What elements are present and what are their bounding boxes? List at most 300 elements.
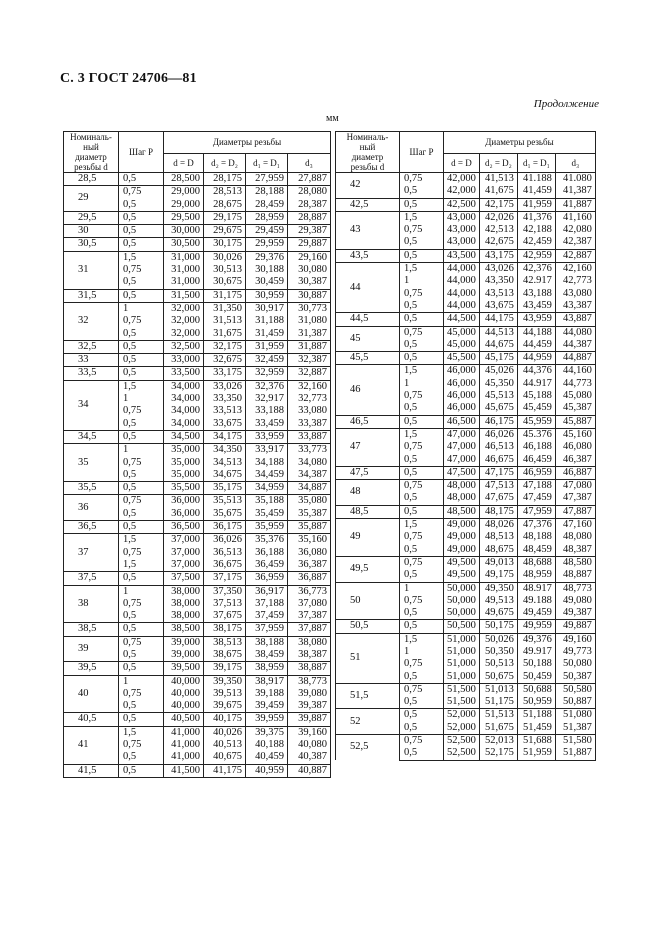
step-cell: 0,75 bbox=[119, 547, 164, 559]
d-cell: 37,000 bbox=[164, 559, 204, 572]
d-cell: 34,000 bbox=[164, 418, 204, 431]
d1-cell: 47,376 bbox=[517, 519, 555, 532]
step-cell: 0,75 bbox=[400, 390, 444, 402]
d3-cell: 28,887 bbox=[288, 211, 331, 224]
d-cell: 35,500 bbox=[164, 482, 204, 495]
d2-cell: 40,675 bbox=[204, 751, 246, 764]
d1-cell: 51,959 bbox=[517, 747, 555, 760]
d3-cell: 29,387 bbox=[288, 225, 331, 238]
d3-cell: 39,387 bbox=[288, 700, 331, 713]
d2-cell: 48,513 bbox=[479, 531, 517, 543]
table-row bbox=[336, 313, 596, 326]
table-row bbox=[64, 675, 331, 688]
d2-cell: 40,513 bbox=[204, 739, 246, 751]
d3-cell: 30,887 bbox=[288, 289, 331, 302]
d2-cell: 31,513 bbox=[204, 315, 246, 327]
step-cell: 1 bbox=[400, 582, 444, 595]
d3-cell: 44,387 bbox=[555, 339, 595, 352]
d2-cell: 50,026 bbox=[479, 633, 517, 646]
table-row bbox=[336, 480, 596, 493]
d2-cell: 33,675 bbox=[204, 418, 246, 431]
d2-cell: 39,350 bbox=[204, 675, 246, 688]
d3-cell: 39,080 bbox=[288, 688, 331, 700]
d3-cell: 36,773 bbox=[288, 585, 331, 598]
d-cell: 41,500 bbox=[164, 764, 204, 777]
d2-cell: 32,675 bbox=[204, 354, 246, 367]
header-diameters: Диаметры резьбы bbox=[164, 132, 331, 154]
d3-cell: 38,887 bbox=[288, 662, 331, 675]
d1-cell: 32,917 bbox=[246, 393, 288, 405]
d3-cell: 49,773 bbox=[555, 646, 595, 658]
nominal-cell: 38 bbox=[64, 585, 119, 623]
d1-cell: 50,459 bbox=[517, 671, 555, 684]
d2-cell: 36,513 bbox=[204, 547, 246, 559]
d2-cell: 31,175 bbox=[204, 289, 246, 302]
step-cell: 0,5 bbox=[400, 185, 444, 198]
d-cell: 33,000 bbox=[164, 354, 204, 367]
d1-cell: 37,188 bbox=[246, 598, 288, 610]
table-row bbox=[336, 352, 596, 365]
d-cell: 51,500 bbox=[444, 683, 480, 696]
d1-cell: 29,959 bbox=[246, 238, 288, 251]
d2-cell: 50,350 bbox=[479, 646, 517, 658]
d2-cell: 37,513 bbox=[204, 598, 246, 610]
d-cell: 47,000 bbox=[444, 428, 480, 441]
nominal-cell: 42,5 bbox=[336, 198, 400, 211]
d3-cell: 40,387 bbox=[288, 751, 331, 764]
d1-cell: 39,459 bbox=[246, 700, 288, 713]
table-row bbox=[64, 186, 331, 199]
step-cell: 1,5 bbox=[400, 263, 444, 276]
d3-cell: 42,160 bbox=[555, 263, 595, 276]
d-cell: 45,000 bbox=[444, 339, 480, 352]
d1-cell: 41.188 bbox=[517, 173, 555, 186]
step-cell: 1 bbox=[400, 378, 444, 390]
d1-cell: 30,459 bbox=[246, 276, 288, 289]
d1-cell: 37,959 bbox=[246, 623, 288, 636]
table-row bbox=[64, 444, 331, 457]
d1-cell: 31,188 bbox=[246, 315, 288, 327]
table-row bbox=[336, 211, 596, 224]
d-cell: 51,000 bbox=[444, 671, 480, 684]
d3-cell: 43,887 bbox=[555, 313, 595, 326]
nominal-cell: 41,5 bbox=[64, 764, 119, 777]
d2-cell: 38,513 bbox=[204, 636, 246, 649]
d1-cell: 39,959 bbox=[246, 713, 288, 726]
step-cell: 0,75 bbox=[119, 598, 164, 610]
d-cell: 30,500 bbox=[164, 238, 204, 251]
d3-cell: 51,887 bbox=[555, 747, 595, 760]
nominal-cell: 36,5 bbox=[64, 521, 119, 534]
d1-cell: 36,459 bbox=[246, 559, 288, 572]
d-cell: 50,000 bbox=[444, 582, 480, 595]
header-d1: d₁ = D₁ bbox=[517, 153, 555, 172]
d-cell: 49,500 bbox=[444, 569, 480, 582]
nominal-cell: 34 bbox=[64, 380, 119, 430]
step-cell: 0,75 bbox=[400, 441, 444, 453]
step-cell: 0,5 bbox=[119, 340, 164, 353]
table-row bbox=[336, 365, 596, 378]
nominal-cell: 33 bbox=[64, 354, 119, 367]
d3-cell: 47,887 bbox=[555, 505, 595, 518]
nominal-cell: 32,5 bbox=[64, 340, 119, 353]
d2-cell: 44,175 bbox=[479, 313, 517, 326]
d2-cell: 29,175 bbox=[204, 211, 246, 224]
d1-cell: 29,376 bbox=[246, 251, 288, 264]
step-cell: 0,75 bbox=[119, 636, 164, 649]
header-step: Шаг P bbox=[400, 132, 444, 173]
d-cell: 41,000 bbox=[164, 739, 204, 751]
step-cell: 1,5 bbox=[400, 428, 444, 441]
step-cell: 0,75 bbox=[119, 315, 164, 327]
d3-cell: 40,887 bbox=[288, 764, 331, 777]
nominal-cell: 50,5 bbox=[336, 620, 400, 633]
d2-cell: 50,675 bbox=[479, 671, 517, 684]
step-cell: 0,5 bbox=[119, 354, 164, 367]
d1-cell: 32,959 bbox=[246, 367, 288, 380]
d3-cell: 27,887 bbox=[288, 173, 331, 186]
nominal-cell: 40 bbox=[64, 675, 119, 713]
d1-cell: 48,459 bbox=[517, 544, 555, 557]
d-cell: 30,000 bbox=[164, 225, 204, 238]
d-cell: 38,500 bbox=[164, 623, 204, 636]
table-row bbox=[64, 495, 331, 508]
step-cell: 0,75 bbox=[400, 556, 444, 569]
step-cell: 0,75 bbox=[400, 735, 444, 748]
d3-cell: 44,887 bbox=[555, 352, 595, 365]
nominal-cell: 51 bbox=[336, 633, 400, 683]
step-cell: 0,5 bbox=[400, 415, 444, 428]
d2-cell: 50,513 bbox=[479, 658, 517, 670]
d-cell: 44,000 bbox=[444, 275, 480, 287]
d3-cell: 30,080 bbox=[288, 264, 331, 276]
d2-cell: 41,513 bbox=[479, 173, 517, 186]
step-cell: 0,5 bbox=[400, 249, 444, 262]
nominal-cell: 45,5 bbox=[336, 352, 400, 365]
d-cell: 37,500 bbox=[164, 572, 204, 585]
step-cell: 0,5 bbox=[400, 722, 444, 735]
d2-cell: 45,026 bbox=[479, 365, 517, 378]
d2-cell: 46,026 bbox=[479, 428, 517, 441]
nominal-cell: 39 bbox=[64, 636, 119, 662]
table-row bbox=[336, 173, 596, 186]
nominal-cell: 36 bbox=[64, 495, 119, 521]
d3-cell: 44,160 bbox=[555, 365, 595, 378]
d-cell: 52,500 bbox=[444, 747, 480, 760]
d2-cell: 30,513 bbox=[204, 264, 246, 276]
d1-cell: 41,959 bbox=[517, 198, 555, 211]
d2-cell: 51,013 bbox=[479, 683, 517, 696]
step-cell: 0,5 bbox=[400, 747, 444, 760]
d2-cell: 52,175 bbox=[479, 747, 517, 760]
d3-cell: 48,887 bbox=[555, 569, 595, 582]
step-cell: 0,5 bbox=[400, 339, 444, 352]
step-cell: 1 bbox=[119, 393, 164, 405]
d1-cell: 44,959 bbox=[517, 352, 555, 365]
step-cell: 0,5 bbox=[400, 544, 444, 557]
step-cell: 0,5 bbox=[400, 454, 444, 467]
table-row bbox=[336, 519, 596, 532]
d3-cell: 51,080 bbox=[555, 709, 595, 722]
nominal-cell: 52 bbox=[336, 709, 400, 735]
d2-cell: 30,175 bbox=[204, 238, 246, 251]
d2-cell: 31,675 bbox=[204, 328, 246, 341]
d2-cell: 31,350 bbox=[204, 302, 246, 315]
nominal-cell: 33,5 bbox=[64, 367, 119, 380]
d1-cell: 49.917 bbox=[517, 646, 555, 658]
d2-cell: 42,175 bbox=[479, 198, 517, 211]
d1-cell: 46,459 bbox=[517, 454, 555, 467]
d1-cell: 38,459 bbox=[246, 649, 288, 662]
nominal-cell: 28,5 bbox=[64, 173, 119, 186]
step-cell: 0,75 bbox=[119, 457, 164, 469]
d1-cell: 42,376 bbox=[517, 263, 555, 276]
d2-cell: 42,026 bbox=[479, 211, 517, 224]
d2-cell: 47,175 bbox=[479, 466, 517, 479]
d2-cell: 42,513 bbox=[479, 224, 517, 236]
d3-cell: 34,887 bbox=[288, 482, 331, 495]
thread-table-right bbox=[335, 131, 596, 761]
d-cell: 42,500 bbox=[444, 198, 480, 211]
d-cell: 37,000 bbox=[164, 534, 204, 547]
d1-cell: 43,959 bbox=[517, 313, 555, 326]
d1-cell: 50,959 bbox=[517, 696, 555, 709]
d2-cell: 39,513 bbox=[204, 688, 246, 700]
continuation-label: Продолжение bbox=[533, 98, 599, 110]
step-cell: 0,75 bbox=[400, 326, 444, 339]
d-cell: 43,000 bbox=[444, 236, 480, 249]
d1-cell: 38,188 bbox=[246, 636, 288, 649]
d-cell: 35,000 bbox=[164, 457, 204, 469]
table-row bbox=[64, 585, 331, 598]
d3-cell: 32,773 bbox=[288, 393, 331, 405]
d1-cell: 32,459 bbox=[246, 354, 288, 367]
d3-cell: 47,387 bbox=[555, 492, 595, 505]
d1-cell: 28,459 bbox=[246, 199, 288, 212]
table-row bbox=[64, 354, 331, 367]
d-cell: 44,000 bbox=[444, 263, 480, 276]
d-cell: 49,000 bbox=[444, 531, 480, 543]
step-cell: 0,5 bbox=[119, 751, 164, 764]
d-cell: 38,000 bbox=[164, 585, 204, 598]
table-row bbox=[336, 556, 596, 569]
step-cell: 0,75 bbox=[400, 173, 444, 186]
d2-cell: 30,675 bbox=[204, 276, 246, 289]
d3-cell: 36,887 bbox=[288, 572, 331, 585]
nominal-cell: 29 bbox=[64, 186, 119, 212]
table-row bbox=[336, 428, 596, 441]
d-cell: 39,000 bbox=[164, 649, 204, 662]
d1-cell: 44.917 bbox=[517, 378, 555, 390]
d2-cell: 45,350 bbox=[479, 378, 517, 390]
table-row bbox=[336, 735, 596, 748]
d-cell: 40,000 bbox=[164, 700, 204, 713]
d3-cell: 49,080 bbox=[555, 595, 595, 607]
d3-cell: 44,773 bbox=[555, 378, 595, 390]
step-cell: 0,5 bbox=[400, 466, 444, 479]
d2-cell: 34,350 bbox=[204, 444, 246, 457]
step-cell: 0,5 bbox=[119, 572, 164, 585]
d1-cell: 38,959 bbox=[246, 662, 288, 675]
table-row bbox=[64, 380, 331, 393]
d3-cell: 46,387 bbox=[555, 454, 595, 467]
d-cell: 31,000 bbox=[164, 276, 204, 289]
d2-cell: 36,175 bbox=[204, 521, 246, 534]
table-row bbox=[64, 726, 331, 739]
d2-cell: 38,175 bbox=[204, 623, 246, 636]
d2-cell: 37,675 bbox=[204, 610, 246, 623]
d1-cell: 33,959 bbox=[246, 430, 288, 443]
d3-cell: 51,580 bbox=[555, 735, 595, 748]
step-cell: 1,5 bbox=[119, 534, 164, 547]
d3-cell: 36,080 bbox=[288, 547, 331, 559]
d-cell: 42,000 bbox=[444, 185, 480, 198]
step-cell: 0,5 bbox=[400, 402, 444, 415]
d1-cell: 45,959 bbox=[517, 415, 555, 428]
table-row bbox=[336, 198, 596, 211]
step-cell: 0,5 bbox=[119, 662, 164, 675]
d1-cell: 38,917 bbox=[246, 675, 288, 688]
step-cell: 0,5 bbox=[119, 508, 164, 521]
step-cell: 1,5 bbox=[119, 380, 164, 393]
header-nominal: Номиналь- ный диаметр резьбы d bbox=[336, 132, 400, 173]
nominal-cell: 34,5 bbox=[64, 430, 119, 443]
d2-cell: 43,350 bbox=[479, 275, 517, 287]
d3-cell: 41,387 bbox=[555, 185, 595, 198]
table-row bbox=[336, 466, 596, 479]
d1-cell: 43,459 bbox=[517, 300, 555, 313]
d-cell: 41,000 bbox=[164, 751, 204, 764]
d1-cell: 42.917 bbox=[517, 275, 555, 287]
d-cell: 52,000 bbox=[444, 722, 480, 735]
d1-cell: 35,459 bbox=[246, 508, 288, 521]
d3-cell: 48,773 bbox=[555, 582, 595, 595]
d1-cell: 35,188 bbox=[246, 495, 288, 508]
d3-cell: 32,387 bbox=[288, 354, 331, 367]
d3-cell: 38,080 bbox=[288, 636, 331, 649]
d1-cell: 45.376 bbox=[517, 428, 555, 441]
d-cell: 28,500 bbox=[164, 173, 204, 186]
d1-cell: 30,917 bbox=[246, 302, 288, 315]
d1-cell: 33,459 bbox=[246, 418, 288, 431]
d2-cell: 36,026 bbox=[204, 534, 246, 547]
d-cell: 43,500 bbox=[444, 249, 480, 262]
step-cell: 0,75 bbox=[400, 658, 444, 670]
d-cell: 34,000 bbox=[164, 405, 204, 417]
d2-cell: 38,675 bbox=[204, 649, 246, 662]
step-cell: 0,5 bbox=[119, 173, 164, 186]
d1-cell: 31,959 bbox=[246, 340, 288, 353]
nominal-cell: 37 bbox=[64, 534, 119, 572]
d2-cell: 48,675 bbox=[479, 544, 517, 557]
d-cell: 39,500 bbox=[164, 662, 204, 675]
page-header: С. 3 ГОСТ 24706—81 bbox=[60, 71, 197, 86]
step-cell: 1 bbox=[119, 675, 164, 688]
d1-cell: 40,188 bbox=[246, 739, 288, 751]
d2-cell: 41,175 bbox=[204, 764, 246, 777]
d-cell: 29,500 bbox=[164, 211, 204, 224]
d3-cell: 32,160 bbox=[288, 380, 331, 393]
d1-cell: 30,959 bbox=[246, 289, 288, 302]
d1-cell: 41,376 bbox=[517, 211, 555, 224]
d-cell: 44,000 bbox=[444, 288, 480, 300]
step-cell: 0,5 bbox=[119, 764, 164, 777]
table-row bbox=[336, 582, 596, 595]
d1-cell: 46,959 bbox=[517, 466, 555, 479]
d-cell: 50,500 bbox=[444, 620, 480, 633]
d1-cell: 34,188 bbox=[246, 457, 288, 469]
step-cell: 0,5 bbox=[400, 620, 444, 633]
d1-cell: 51,688 bbox=[517, 735, 555, 748]
d1-cell: 34,959 bbox=[246, 482, 288, 495]
d2-cell: 51,675 bbox=[479, 722, 517, 735]
d2-cell: 32,175 bbox=[204, 340, 246, 353]
d-cell: 48,500 bbox=[444, 505, 480, 518]
d3-cell: 29,887 bbox=[288, 238, 331, 251]
d2-cell: 34,675 bbox=[204, 469, 246, 482]
table-row bbox=[64, 713, 331, 726]
d-cell: 48,000 bbox=[444, 480, 480, 493]
nominal-cell: 29,5 bbox=[64, 211, 119, 224]
d2-cell: 33,350 bbox=[204, 393, 246, 405]
step-cell: 0,75 bbox=[119, 495, 164, 508]
nominal-cell: 46,5 bbox=[336, 415, 400, 428]
table-row bbox=[64, 662, 331, 675]
d-cell: 32,000 bbox=[164, 315, 204, 327]
header-d1: d₁ = D₁ bbox=[246, 153, 288, 172]
d-cell: 32,500 bbox=[164, 340, 204, 353]
d3-cell: 50,887 bbox=[555, 696, 595, 709]
d2-cell: 47,513 bbox=[479, 480, 517, 493]
header-d3: d₃ bbox=[555, 153, 595, 172]
d2-cell: 40,026 bbox=[204, 726, 246, 739]
step-cell: 1 bbox=[119, 302, 164, 315]
d-cell: 32,000 bbox=[164, 302, 204, 315]
table-row bbox=[336, 709, 596, 722]
d3-cell: 48,080 bbox=[555, 531, 595, 543]
d3-cell: 33,387 bbox=[288, 418, 331, 431]
d1-cell: 31,459 bbox=[246, 328, 288, 341]
d1-cell: 36,188 bbox=[246, 547, 288, 559]
step-cell: 0,5 bbox=[400, 352, 444, 365]
d-cell: 47,500 bbox=[444, 466, 480, 479]
d1-cell: 40,959 bbox=[246, 764, 288, 777]
d1-cell: 35,959 bbox=[246, 521, 288, 534]
d3-cell: 28,080 bbox=[288, 186, 331, 199]
d-cell: 33,500 bbox=[164, 367, 204, 380]
d-cell: 36,000 bbox=[164, 495, 204, 508]
d-cell: 38,000 bbox=[164, 610, 204, 623]
d3-cell: 49,887 bbox=[555, 620, 595, 633]
d1-cell: 49,959 bbox=[517, 620, 555, 633]
d1-cell: 39,188 bbox=[246, 688, 288, 700]
d-cell: 42,000 bbox=[444, 173, 480, 186]
step-cell: 0,5 bbox=[400, 696, 444, 709]
d3-cell: 35,387 bbox=[288, 508, 331, 521]
d3-cell: 46,080 bbox=[555, 441, 595, 453]
d3-cell: 43,080 bbox=[555, 288, 595, 300]
table-row bbox=[336, 326, 596, 339]
d3-cell: 41,160 bbox=[555, 211, 595, 224]
step-cell: 0,5 bbox=[119, 211, 164, 224]
step-cell: 0,75 bbox=[400, 595, 444, 607]
header-d: d = D bbox=[444, 153, 480, 172]
nominal-cell: 44,5 bbox=[336, 313, 400, 326]
d-cell: 52,000 bbox=[444, 709, 480, 722]
d-cell: 49,000 bbox=[444, 519, 480, 532]
d1-cell: 42,959 bbox=[517, 249, 555, 262]
d2-cell: 28,175 bbox=[204, 173, 246, 186]
